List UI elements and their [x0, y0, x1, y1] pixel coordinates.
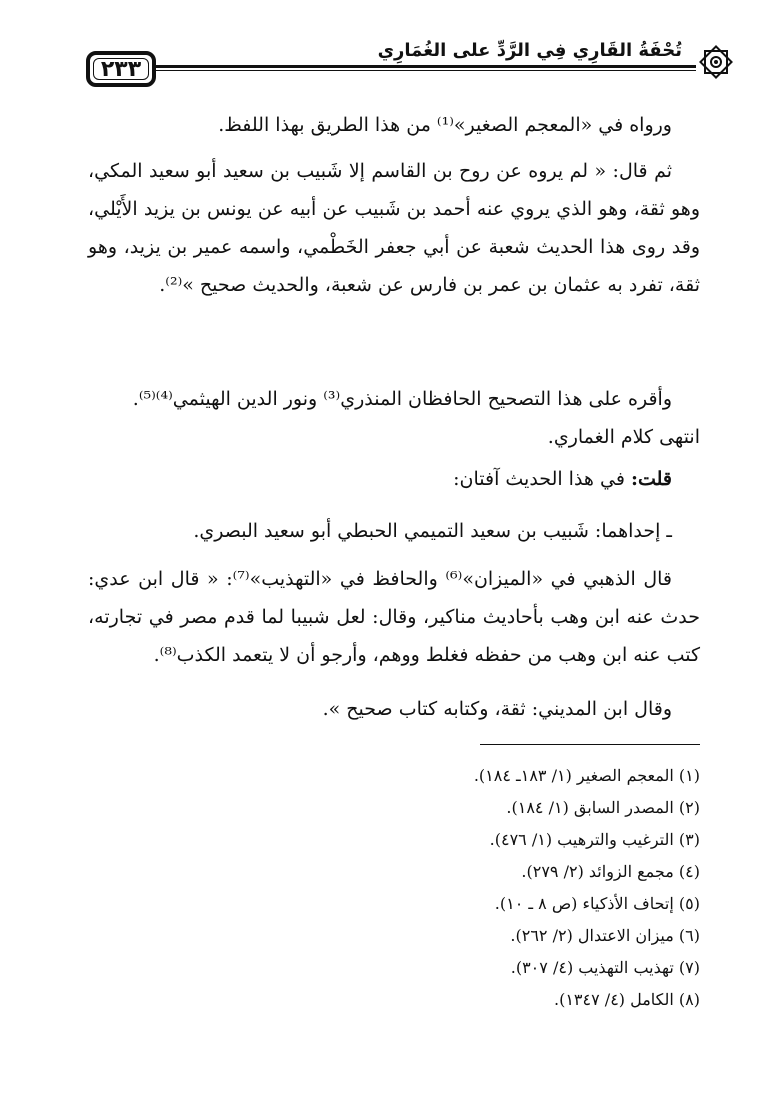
paragraph-text: ورواه في «المعجم الصغير»⁽¹⁾ من هذا الطريق بهذا اللفظ.: [218, 114, 672, 136]
footnote: (٣) الترغيب والترهيب (١/ ٤٧٦).: [489, 830, 700, 849]
footnote-separator: [480, 744, 700, 745]
footnote: (٧) تهذيب التهذيب (٤/ ٣٠٧).: [510, 958, 700, 977]
footnotes: [88, 760, 700, 1016]
footnote: (٤) مجمع الزوائد (٢/ ٢٧٩).: [521, 862, 700, 881]
footnote: (٦) ميزان الاعتدال (٢/ ٢٦٢).: [510, 926, 700, 945]
paragraph-text: [88, 460, 700, 498]
paragraph-text: وأقره على هذا التصحيح الحافظان المنذري⁽³⁾ ونور الدين الهيثمي⁽⁴⁾⁽⁵⁾.: [132, 388, 672, 410]
paragraph-text: ـ إحداهما: شَبيب بن سعيد التميمي الحبطي أبو سعيد البصري.: [193, 520, 672, 542]
paragraph-text: وقال ابن المديني: ثقة، وكتابه كتاب صحيح ».: [322, 698, 672, 720]
paragraph-1: [88, 106, 700, 144]
note-text: في هذا الحديث آفتان:: [453, 468, 631, 490]
paragraph-2: [88, 152, 700, 304]
running-title: تُحْفَةُ القَارِي فِي الرَّدِّ على الغُمَارِي: [372, 38, 688, 64]
paragraph-text: قال الذهبي في «الميزان»⁽⁶⁾ والحافظ في «التهذيب»⁽⁷⁾: « قال ابن عدي: حدث عنه ابن وهب بأحاديث مناكير، وقال: لعل شبيبا لما قدم مصر في تجارته، كتب عنه ابن وهب من حفظه فغلط ووهم، وأرجو أن لا يتعمد الكذب⁽⁸⁾.: [88, 568, 700, 666]
star-ornament-icon: [696, 42, 736, 82]
paragraph-5: [88, 460, 700, 498]
page-number: ٢٣٣: [86, 51, 156, 87]
paragraph-7: [88, 560, 700, 674]
paragraph-3: [88, 380, 700, 418]
note-label: قلت:: [630, 468, 672, 490]
paragraph-text: انتهى كلام الغماري.: [547, 426, 700, 448]
paragraph-text: ثم قال: « لم يروه عن روح بن القاسم إلا شَبيب بن سعيد أبو سعيد المكي، وهو ثقة، وهو الذي يروي عنه أحمد بن شَبيب عن أبيه عن يونس بن يزيد الأَيْلي، وقد روى هذا الحديث شعبة عن أبي جعفر الخَطْمي، واسمه عمير بن يزيد، وهو ثقة، تفرد به عثمان بن عمر بن فارس عن شعبة، والحديث صحيح »⁽²⁾.: [88, 160, 700, 296]
footnote: (١) المعجم الصغير (١/ ١٨٣ـ ١٨٤).: [473, 766, 700, 785]
footnote: (٢) المصدر السابق (١/ ١٨٤).: [506, 798, 700, 817]
header-rule: [156, 65, 696, 68]
footnote: (٥) إتحاف الأذكياء (ص ٨ ـ ١٠).: [494, 894, 700, 913]
paragraph-4: [88, 418, 700, 456]
footnote: (٨) الكامل (٤/ ١٣٤٧).: [554, 990, 700, 1009]
header-rule-thin: [156, 70, 696, 71]
paragraph-6: [88, 512, 700, 550]
paragraph-8: [88, 690, 700, 728]
page-header: [86, 38, 736, 94]
